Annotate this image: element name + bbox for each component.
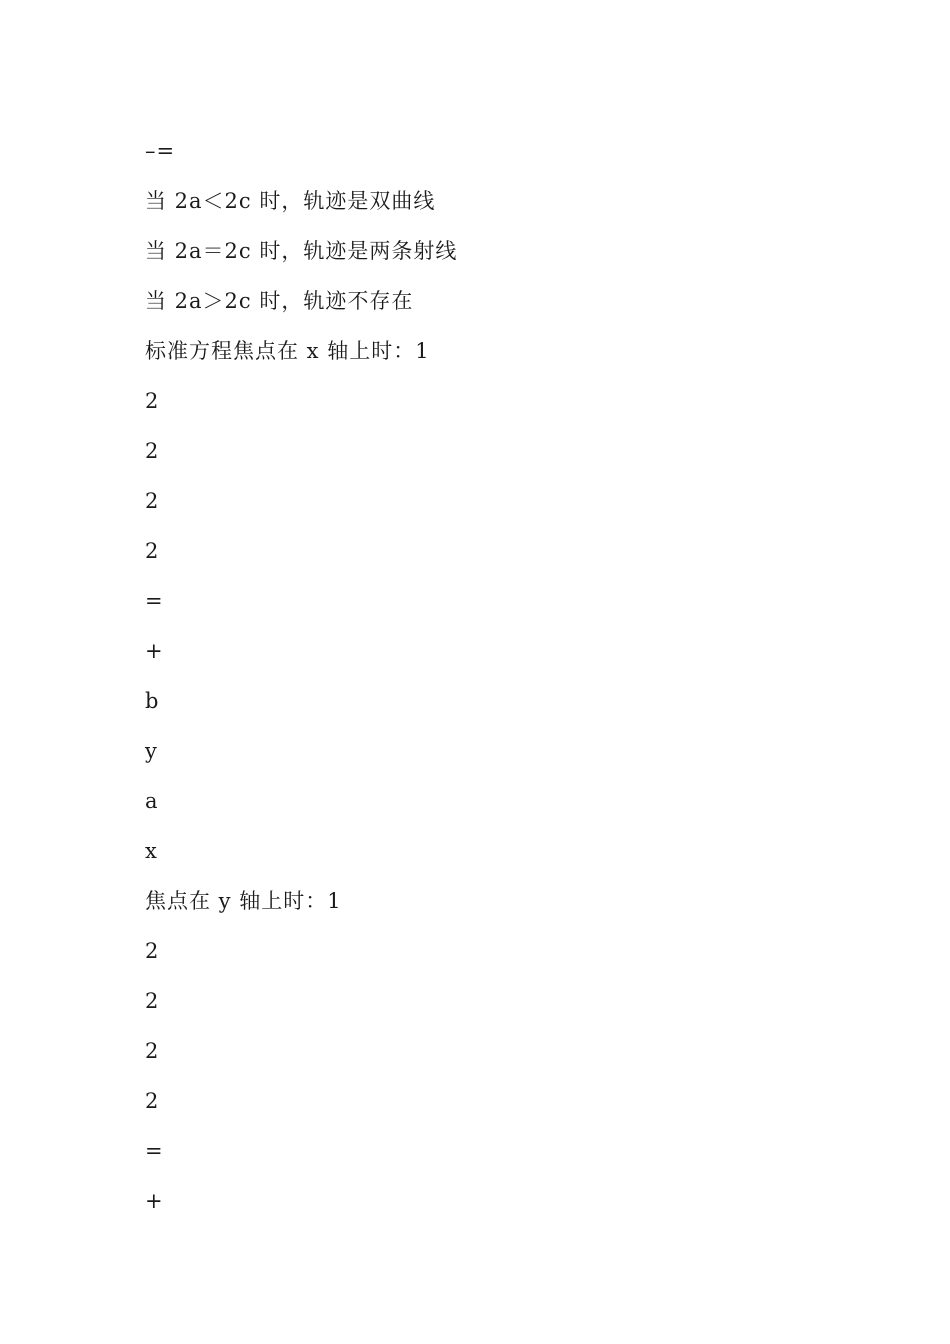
text-line: + (145, 1189, 164, 1213)
text-line: = (145, 1139, 164, 1163)
text-line: 当 2a＞2c 时，轨迹不存在 (145, 289, 414, 313)
text-line: 2 (145, 939, 160, 963)
text-line: 2 (145, 539, 160, 563)
text-line: 标准方程焦点在 x 轴上时：1 (145, 339, 430, 363)
text-lines (145, 126, 457, 1226)
text-line: + (145, 639, 164, 663)
text-line: 当 2a＜2c 时，轨迹是双曲线 (145, 189, 436, 213)
text-line: 2 (145, 439, 160, 463)
text-line: y (145, 739, 158, 763)
text-line: 2 (145, 1089, 160, 1113)
text-line: b (145, 689, 160, 713)
text-line: 2 (145, 1039, 160, 1063)
text-line: = (145, 589, 164, 613)
text-line: 当 2a＝2c 时，轨迹是两条射线 (145, 239, 458, 263)
text-line: x (145, 839, 158, 863)
text-line: –= (145, 139, 176, 163)
text-line: 2 (145, 989, 160, 1013)
text-line: a (145, 789, 159, 813)
text-line: 焦点在 y 轴上时：1 (145, 889, 342, 913)
text-line: 2 (145, 389, 160, 413)
text-line: 2 (145, 489, 160, 513)
